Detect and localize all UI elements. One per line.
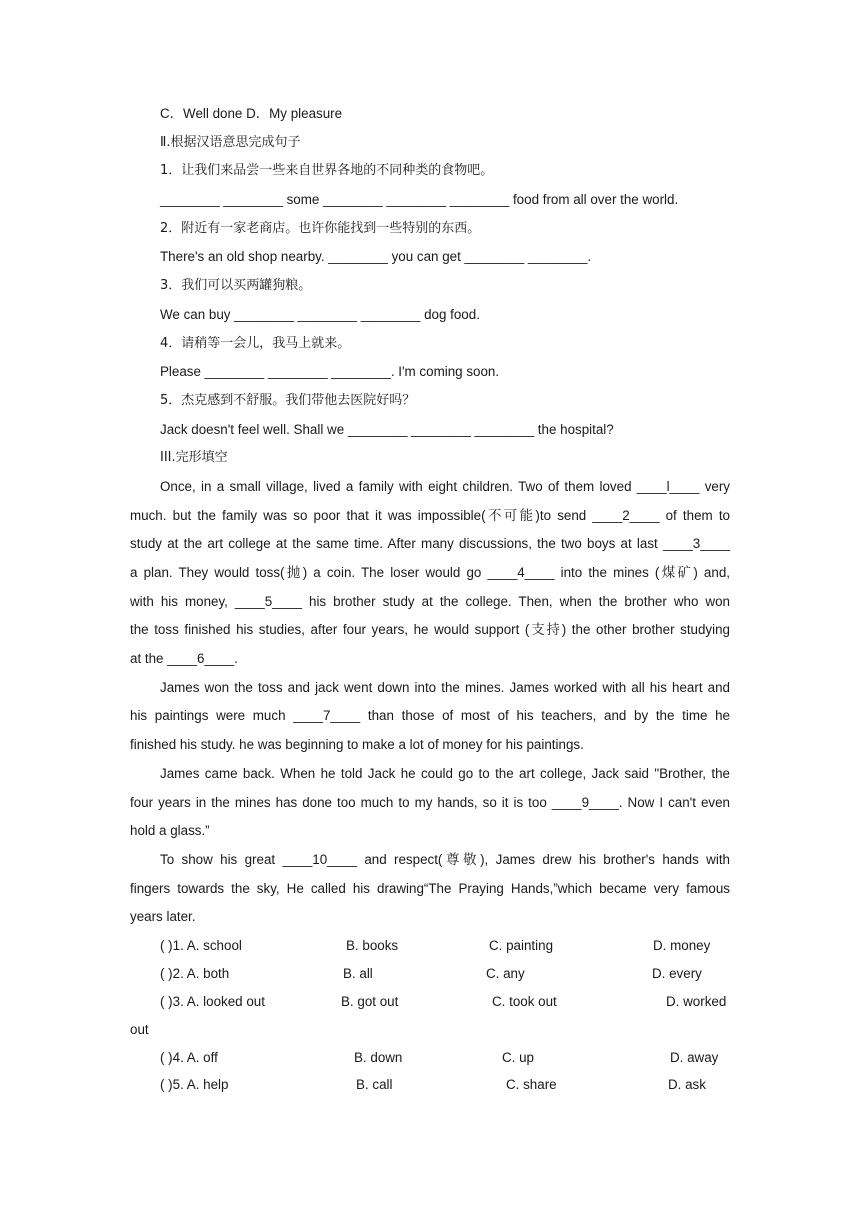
- choice-d: D. ask: [668, 1077, 706, 1093]
- passage-line: To show his great ____10____ and respect(尊敬), James drew his brother's hands with: [160, 851, 730, 867]
- choice-row-5: [130, 1075, 730, 1103]
- question-3-chinese: 3．我们可以买两罐狗粮。: [160, 278, 312, 294]
- choice-row-2: [130, 964, 730, 992]
- question-2-english: There's an old shop nearby. ________ you can get ________ ________.: [160, 249, 592, 265]
- passage-line: hold a glass.”: [130, 823, 210, 839]
- choice-number-a: ( )1. A. school: [160, 937, 242, 953]
- choice-c: C. up: [502, 1049, 535, 1065]
- passage-line: four years in the mines has done too much to my hands, so it is too ____9____. Now I can't even: [130, 794, 730, 810]
- passage-line: a plan. They would toss(抛) a coin. The loser would go ____4____ into the mines (煤矿) and,: [130, 565, 730, 580]
- question-5-english: Jack doesn't feel well. Shall we ________ ________ ________ the hospital?: [160, 421, 614, 437]
- choice-b: B. books: [346, 937, 399, 953]
- passage-line: fingers towards the sky, He called his drawing“The Praying Hands,”which became very famous: [130, 880, 730, 896]
- passage-line: much. but the family was so poor that it was impossible(不可能)to send ____2____ of them to: [130, 507, 730, 523]
- passage-line: study at the art college at the same time. After many discussions, the two boys at last ____3____: [130, 536, 730, 552]
- question-4-chinese: 4．请稍等一会儿，我马上就来。: [160, 335, 351, 351]
- passage-line: the toss finished his studies, after four years, he would support (支持) the other brother studying: [130, 622, 730, 638]
- passage-paragraph-1: [130, 477, 730, 678]
- choice-d: D. away: [670, 1049, 719, 1065]
- choice-row-4: [130, 1048, 730, 1076]
- choice-d-wrap: out: [130, 1021, 149, 1037]
- choice-number-a: ( )4. A. off: [160, 1049, 218, 1065]
- passage-line: his paintings were much ____7____ than those of most of his teachers, and by the time he: [130, 708, 730, 724]
- choice-d: D. every: [652, 965, 702, 981]
- choice-d: D. money: [653, 937, 711, 953]
- choice-number-a: ( )3. A. looked out: [160, 993, 265, 1009]
- passage-line: years later.: [130, 909, 196, 925]
- option-line-cd: C．Well done D．My pleasure: [160, 106, 343, 121]
- choice-row-3: [130, 992, 730, 1020]
- choice-c: C. took out: [492, 993, 557, 1009]
- choice-c: C. share: [506, 1077, 557, 1093]
- question-5-chinese: 5．杰克感到不舒服。我们带他去医院好吗？: [160, 392, 416, 408]
- choice-b: B. down: [354, 1049, 403, 1065]
- question-4-english: Please ________ ________ ________. I'm coming soon.: [160, 364, 500, 380]
- passage-paragraph-2: [130, 678, 730, 764]
- document-content: [130, 104, 730, 1103]
- question-2-chinese: 2．附近有一家老商店。也许你能找到一些特别的东西。: [160, 220, 481, 236]
- passage-paragraph-3: [130, 764, 730, 850]
- passage-line: James came back. When he told Jack he could go to the art college, Jack said "Brother, the: [160, 765, 730, 781]
- passage-line: with his money, ____5____ his brother study at the college. Then, when the brother who won: [130, 593, 730, 609]
- choice-c: C. any: [486, 965, 525, 981]
- question-1-english: ________ ________ some ________ ________ ________ food from all over the world.: [160, 192, 679, 208]
- choice-number-a: ( )2. A. both: [160, 965, 230, 981]
- question-3-english: We can buy ________ ________ ________ dog food.: [160, 306, 480, 322]
- choice-row-3-wrap: [130, 1020, 730, 1048]
- choice-b: B. got out: [341, 993, 399, 1009]
- question-1-chinese: 1．让我们来品尝一些来自世界各地的不同种类的食物吧。: [160, 163, 494, 179]
- passage-line: finished his study. he was beginning to make a lot of money for his paintings.: [130, 737, 584, 753]
- passage-paragraph-4: [130, 850, 730, 936]
- passage-line: Once, in a small village, lived a family with eight children. Two of them loved ____l____ very: [160, 478, 730, 494]
- passage-line: James won the toss and jack went down into the mines. James worked with all his heart and: [160, 679, 730, 695]
- choice-b: B. all: [343, 965, 373, 981]
- choice-c: C. painting: [489, 937, 554, 953]
- passage-line: at the ____6____.: [130, 651, 238, 667]
- section-heading-3: III.完形填空: [160, 450, 228, 466]
- choice-number-a: ( )5. A. help: [160, 1077, 229, 1093]
- choice-d: D. worked: [666, 993, 727, 1009]
- choice-row-1: [130, 936, 730, 964]
- section-heading-2: Ⅱ.根据汉语意思完成句子: [160, 134, 301, 150]
- choice-b: B. call: [356, 1077, 393, 1093]
